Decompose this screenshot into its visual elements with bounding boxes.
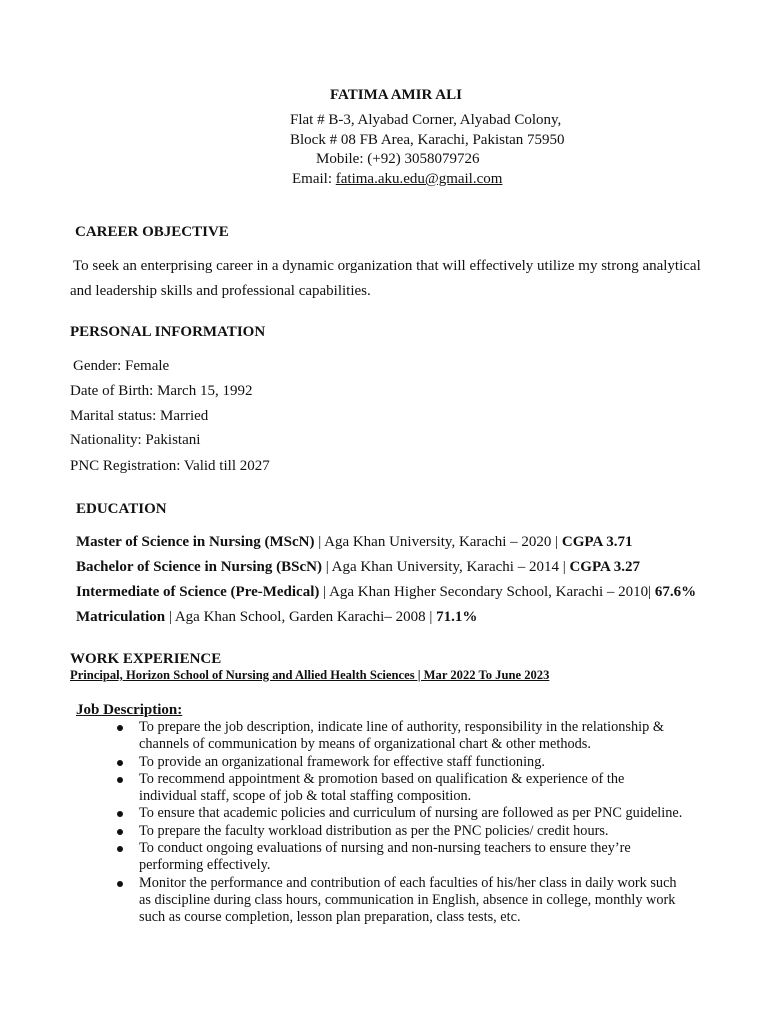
education-result: CGPA 3.71 [561, 534, 633, 550]
education-detail: | Aga Khan Higher Secondary School, Karachi – 2010| [319, 584, 655, 600]
education-degree: Intermediate of Science (Pre-Medical) [76, 584, 320, 600]
career-objective-line-2: and leadership skills and professional capabilities. [70, 283, 371, 299]
education-entry [76, 584, 696, 601]
personal-info-marital-status: Marital status: Married [70, 408, 209, 424]
career-objective-heading: CAREER OBJECTIVE [75, 224, 229, 240]
address-line-1: Flat # B-3, Alyabad Corner, Alyabad Colony, [290, 112, 562, 128]
personal-info-pnc-registration: PNC Registration: Valid till 2027 [70, 458, 270, 474]
bullet-icon [117, 777, 123, 783]
bullet-icon [117, 760, 123, 766]
personal-info-nationality: Nationality: Pakistani [70, 432, 201, 448]
bullet-icon [117, 725, 123, 731]
bullet-text: individual staff, scope of job & total staffing composition. [139, 788, 472, 805]
list-item [113, 823, 743, 840]
education-result: CGPA 3.27 [569, 559, 641, 575]
education-detail: | Aga Khan University, Karachi – 2020 | [314, 534, 562, 550]
bullet-icon [117, 846, 123, 852]
bullet-text: such as course completion, lesson plan preparation, class tests, etc. [139, 909, 521, 926]
list-item [113, 840, 743, 875]
list-item [113, 719, 743, 754]
bullet-text: channels of communication by means of organizational chart & other methods. [139, 736, 591, 753]
education-result: 67.6% [654, 584, 697, 600]
bullet-icon [117, 881, 123, 887]
bullet-text: To prepare the faculty workload distribution as per the PNC policies/ credit hours. [139, 822, 609, 839]
bullet-text: To recommend appointment & promotion based on qualification & experience of the [139, 770, 625, 787]
job-description-heading: Job Description: [76, 702, 183, 718]
bullet-text: To provide an organizational framework for effective staff functioning. [139, 753, 545, 770]
work-experience-heading: WORK EXPERIENCE [70, 651, 222, 667]
education-result: 71.1% [436, 609, 478, 625]
email-line [292, 171, 502, 188]
education-degree: Master of Science in Nursing (MScN) [76, 534, 315, 550]
bullet-text: as discipline during class hours, communication in English, absence in college, monthly work [139, 891, 676, 908]
personal-info-dob: Date of Birth: March 15, 1992 [70, 383, 253, 399]
bullet-icon [117, 829, 123, 835]
education-heading: EDUCATION [76, 501, 167, 517]
education-detail: | Aga Khan School, Garden Karachi– 2008 | [165, 609, 437, 625]
bullet-text: To ensure that academic policies and curriculum of nursing are followed as per PNC guideline. [139, 805, 683, 822]
list-item [113, 805, 743, 822]
bullet-text: To conduct ongoing evaluations of nursing and non-nursing teachers to ensure they’re [139, 840, 631, 857]
list-item [113, 771, 743, 806]
education-entry [76, 559, 640, 576]
address-line-2: Block # 08 FB Area, Karachi, Pakistan 75950 [290, 132, 565, 148]
candidate-name: FATIMA AMIR ALI [330, 87, 462, 103]
education-detail: | Aga Khan University, Karachi – 2014 | [321, 559, 570, 575]
personal-info-gender: Gender: Female [73, 358, 170, 374]
bullet-text: performing effectively. [139, 857, 271, 874]
bullet-text: To prepare the job description, indicate line of authority, responsibility in the relationship & [139, 719, 664, 735]
education-entry [76, 609, 477, 626]
list-item [113, 875, 743, 927]
bullet-text: Monitor the performance and contribution of each faculties of his/her class in daily work such [139, 874, 677, 891]
email-label: Email: [292, 171, 336, 187]
education-entry [76, 534, 632, 551]
personal-information-heading: PERSONAL INFORMATION [70, 324, 266, 340]
bullet-icon [117, 811, 123, 817]
education-degree: Matriculation [76, 609, 166, 625]
career-objective-line-1: To seek an enterprising career in a dynamic organization that will effectively utilize my strong analytical [73, 258, 701, 274]
mobile-number: Mobile: (+92) 3058079726 [316, 151, 480, 167]
position-title: Principal, Horizon School of Nursing and Allied Health Sciences | Mar 2022 To June 2023 [70, 668, 550, 682]
job-description-list [113, 719, 743, 927]
education-degree: Bachelor of Science in Nursing (BScN) [76, 559, 322, 575]
email-link[interactable]: fatima.aku.edu@gmail.com [335, 171, 503, 187]
list-item [113, 754, 743, 771]
